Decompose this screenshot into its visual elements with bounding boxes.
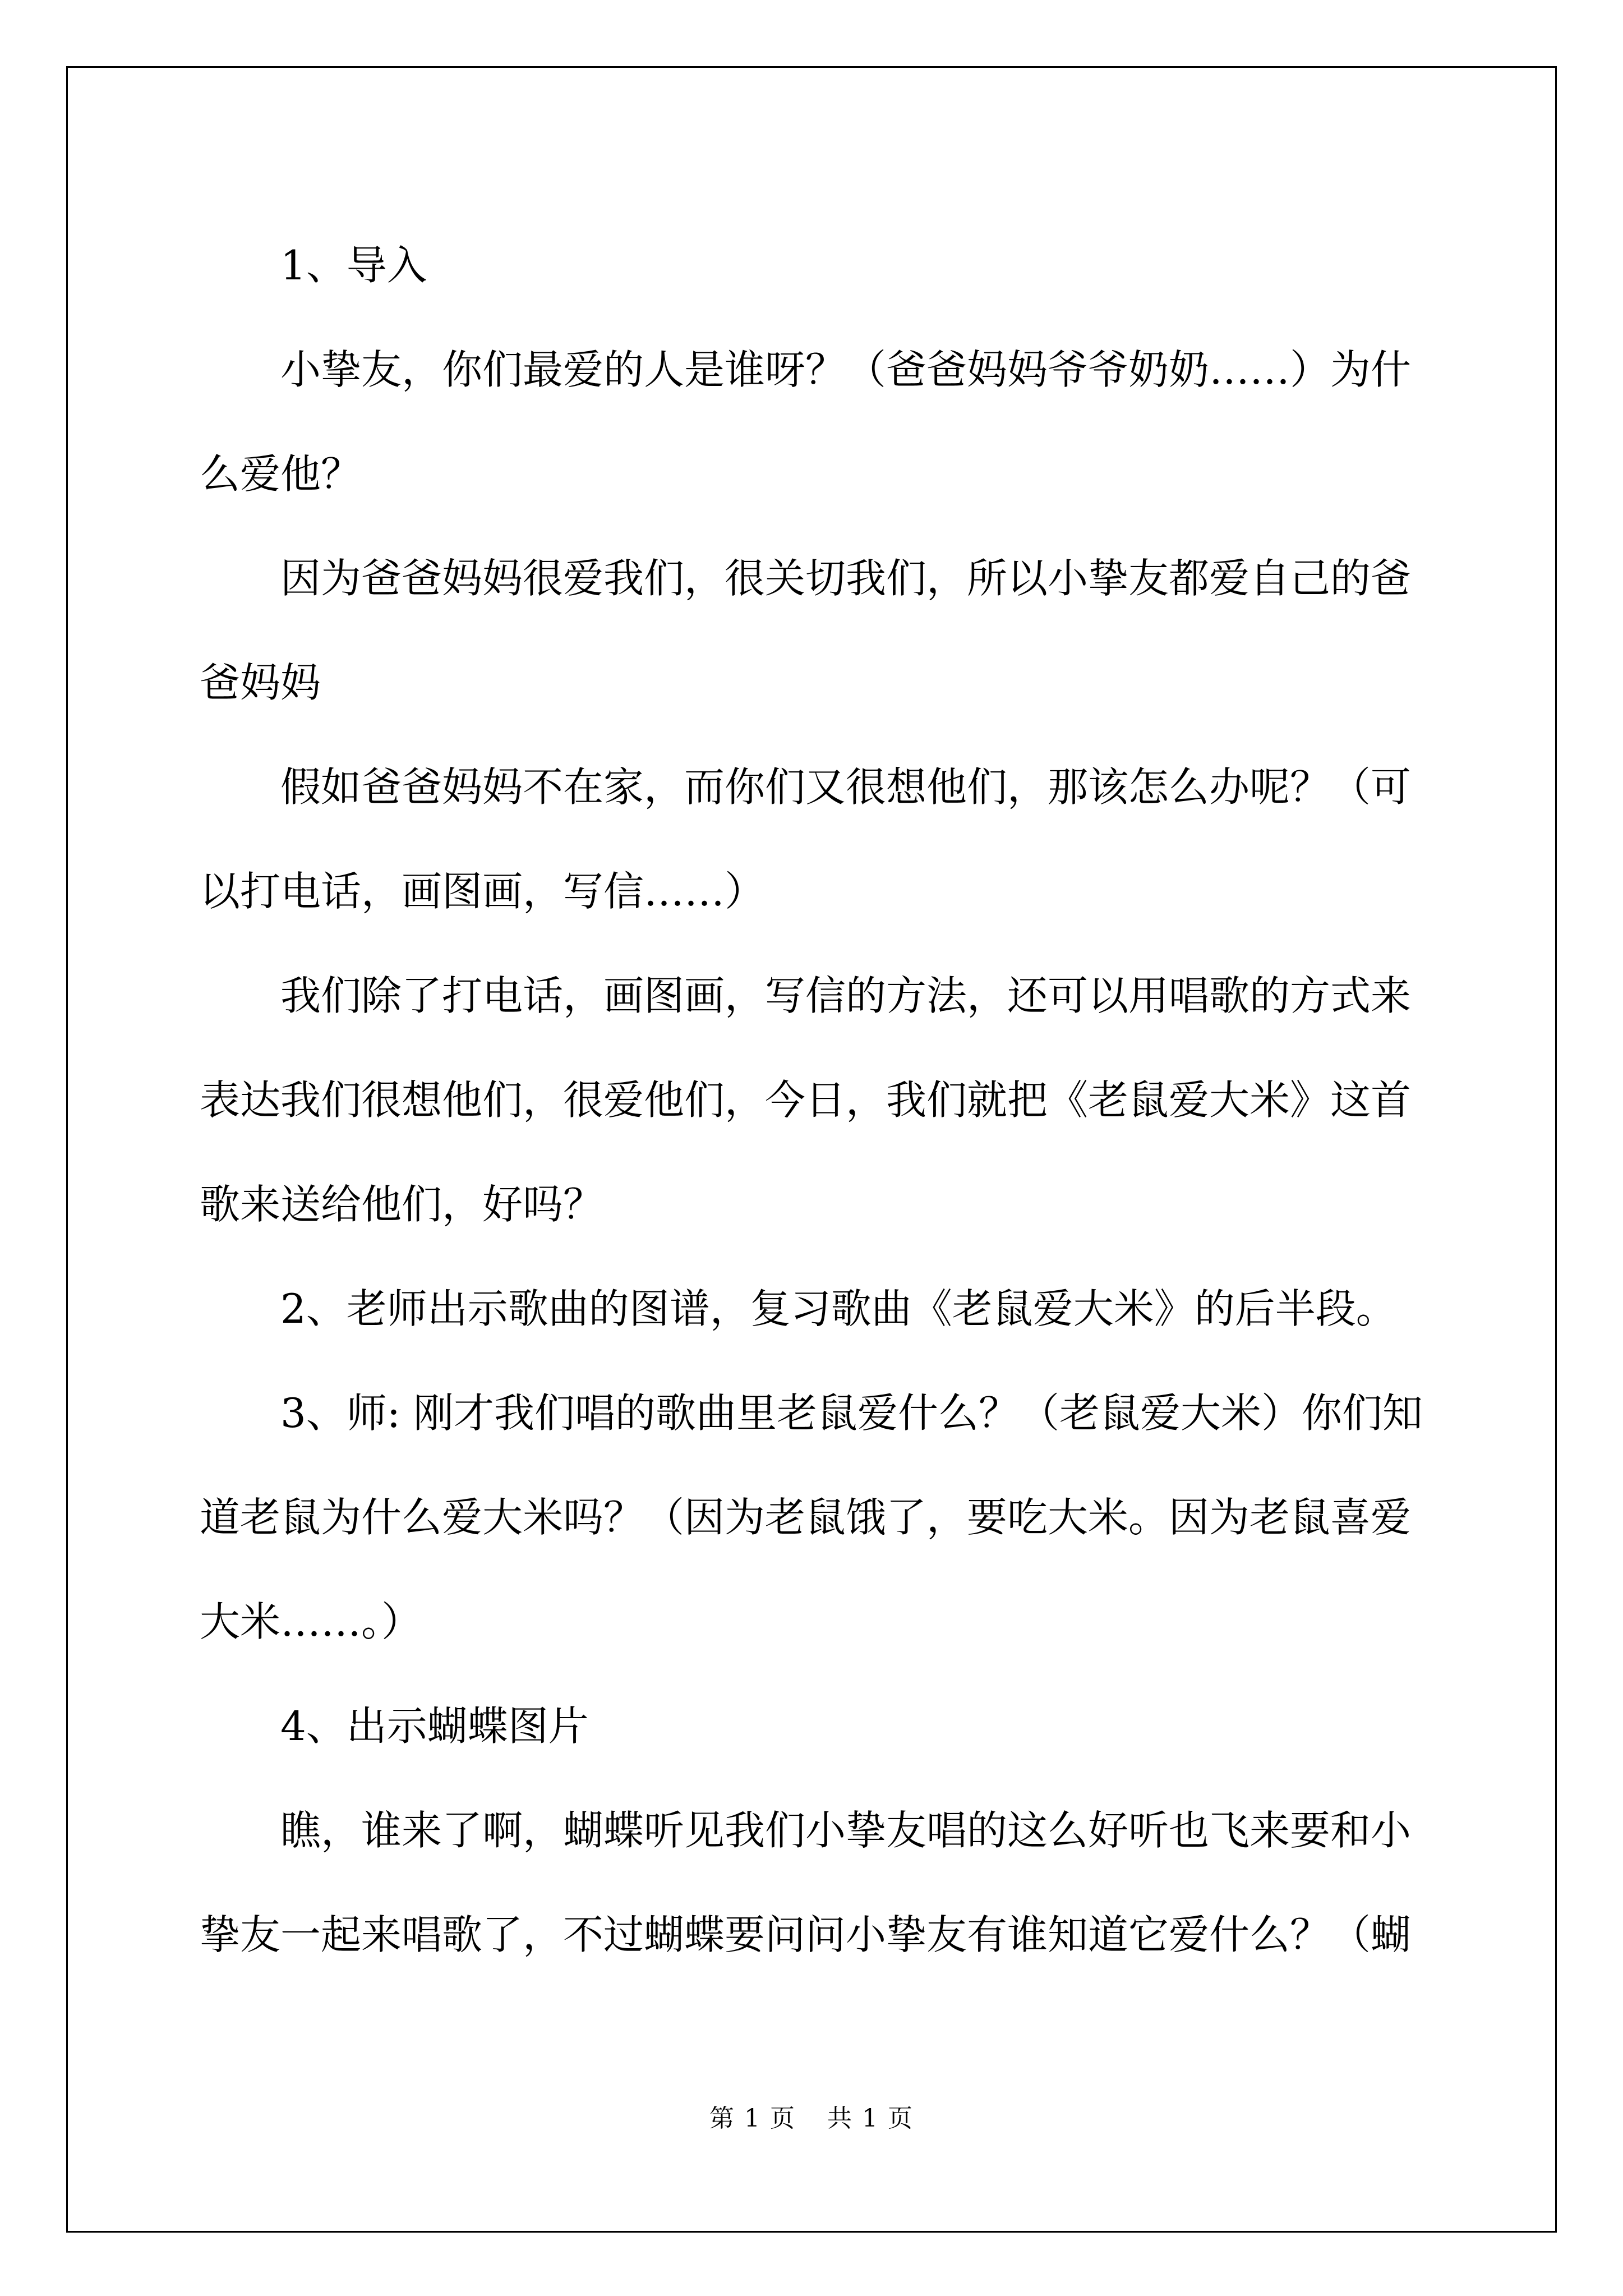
paragraph-step-3: 3、师: 刚才我们唱的歌曲里老鼠爱什么？（老鼠爱大米）你们知道老鼠为什么爱大米吗？（因为老鼠饿了，要吃大米。因为老鼠喜爱大米……。） (200, 1389, 1423, 1645)
page-number: 第 1 页 (709, 2104, 796, 2133)
page-total: 共 1 页 (827, 2104, 914, 2133)
paragraph: 我们除了打电话，画图画，写信的方法，还可以用唱歌的方式来表达我们很想他们，很爱他们，今日，我们就把《老鼠爱大米》这首歌来送给他们，好吗？ (200, 972, 1412, 1228)
paragraph-step-2: 2、老师出示歌曲的图谱，复习歌曲《老鼠爱大米》的后半段。 (280, 1285, 1396, 1332)
paragraph: 假如爸爸妈妈不在家，而你们又很想他们，那该怎么办呢？（可以打电话，画图画，写信……） (200, 763, 1412, 915)
page-footer (0, 2098, 1623, 2134)
paragraph-heading-1: 1、导入 (280, 242, 427, 289)
paragraph-step-4: 4、出示蝴蝶图片 (280, 1703, 589, 1750)
paragraph: 小挚友，你们最爱的人是谁呀？（爸爸妈妈爷爷奶奶……）为什么爱他？ (200, 346, 1412, 498)
document-body (200, 213, 1428, 1987)
paragraph: 瞧，谁来了啊，蝴蝶听见我们小挚友唱的这么好听也飞来要和小挚友一起来唱歌了，不过蝴蝶要问问小挚友有谁知道它爱什么？（蝴 (200, 1807, 1412, 1958)
paragraph: 因为爸爸妈妈很爱我们，很关切我们，所以小挚友都爱自己的爸爸妈妈 (200, 555, 1412, 706)
